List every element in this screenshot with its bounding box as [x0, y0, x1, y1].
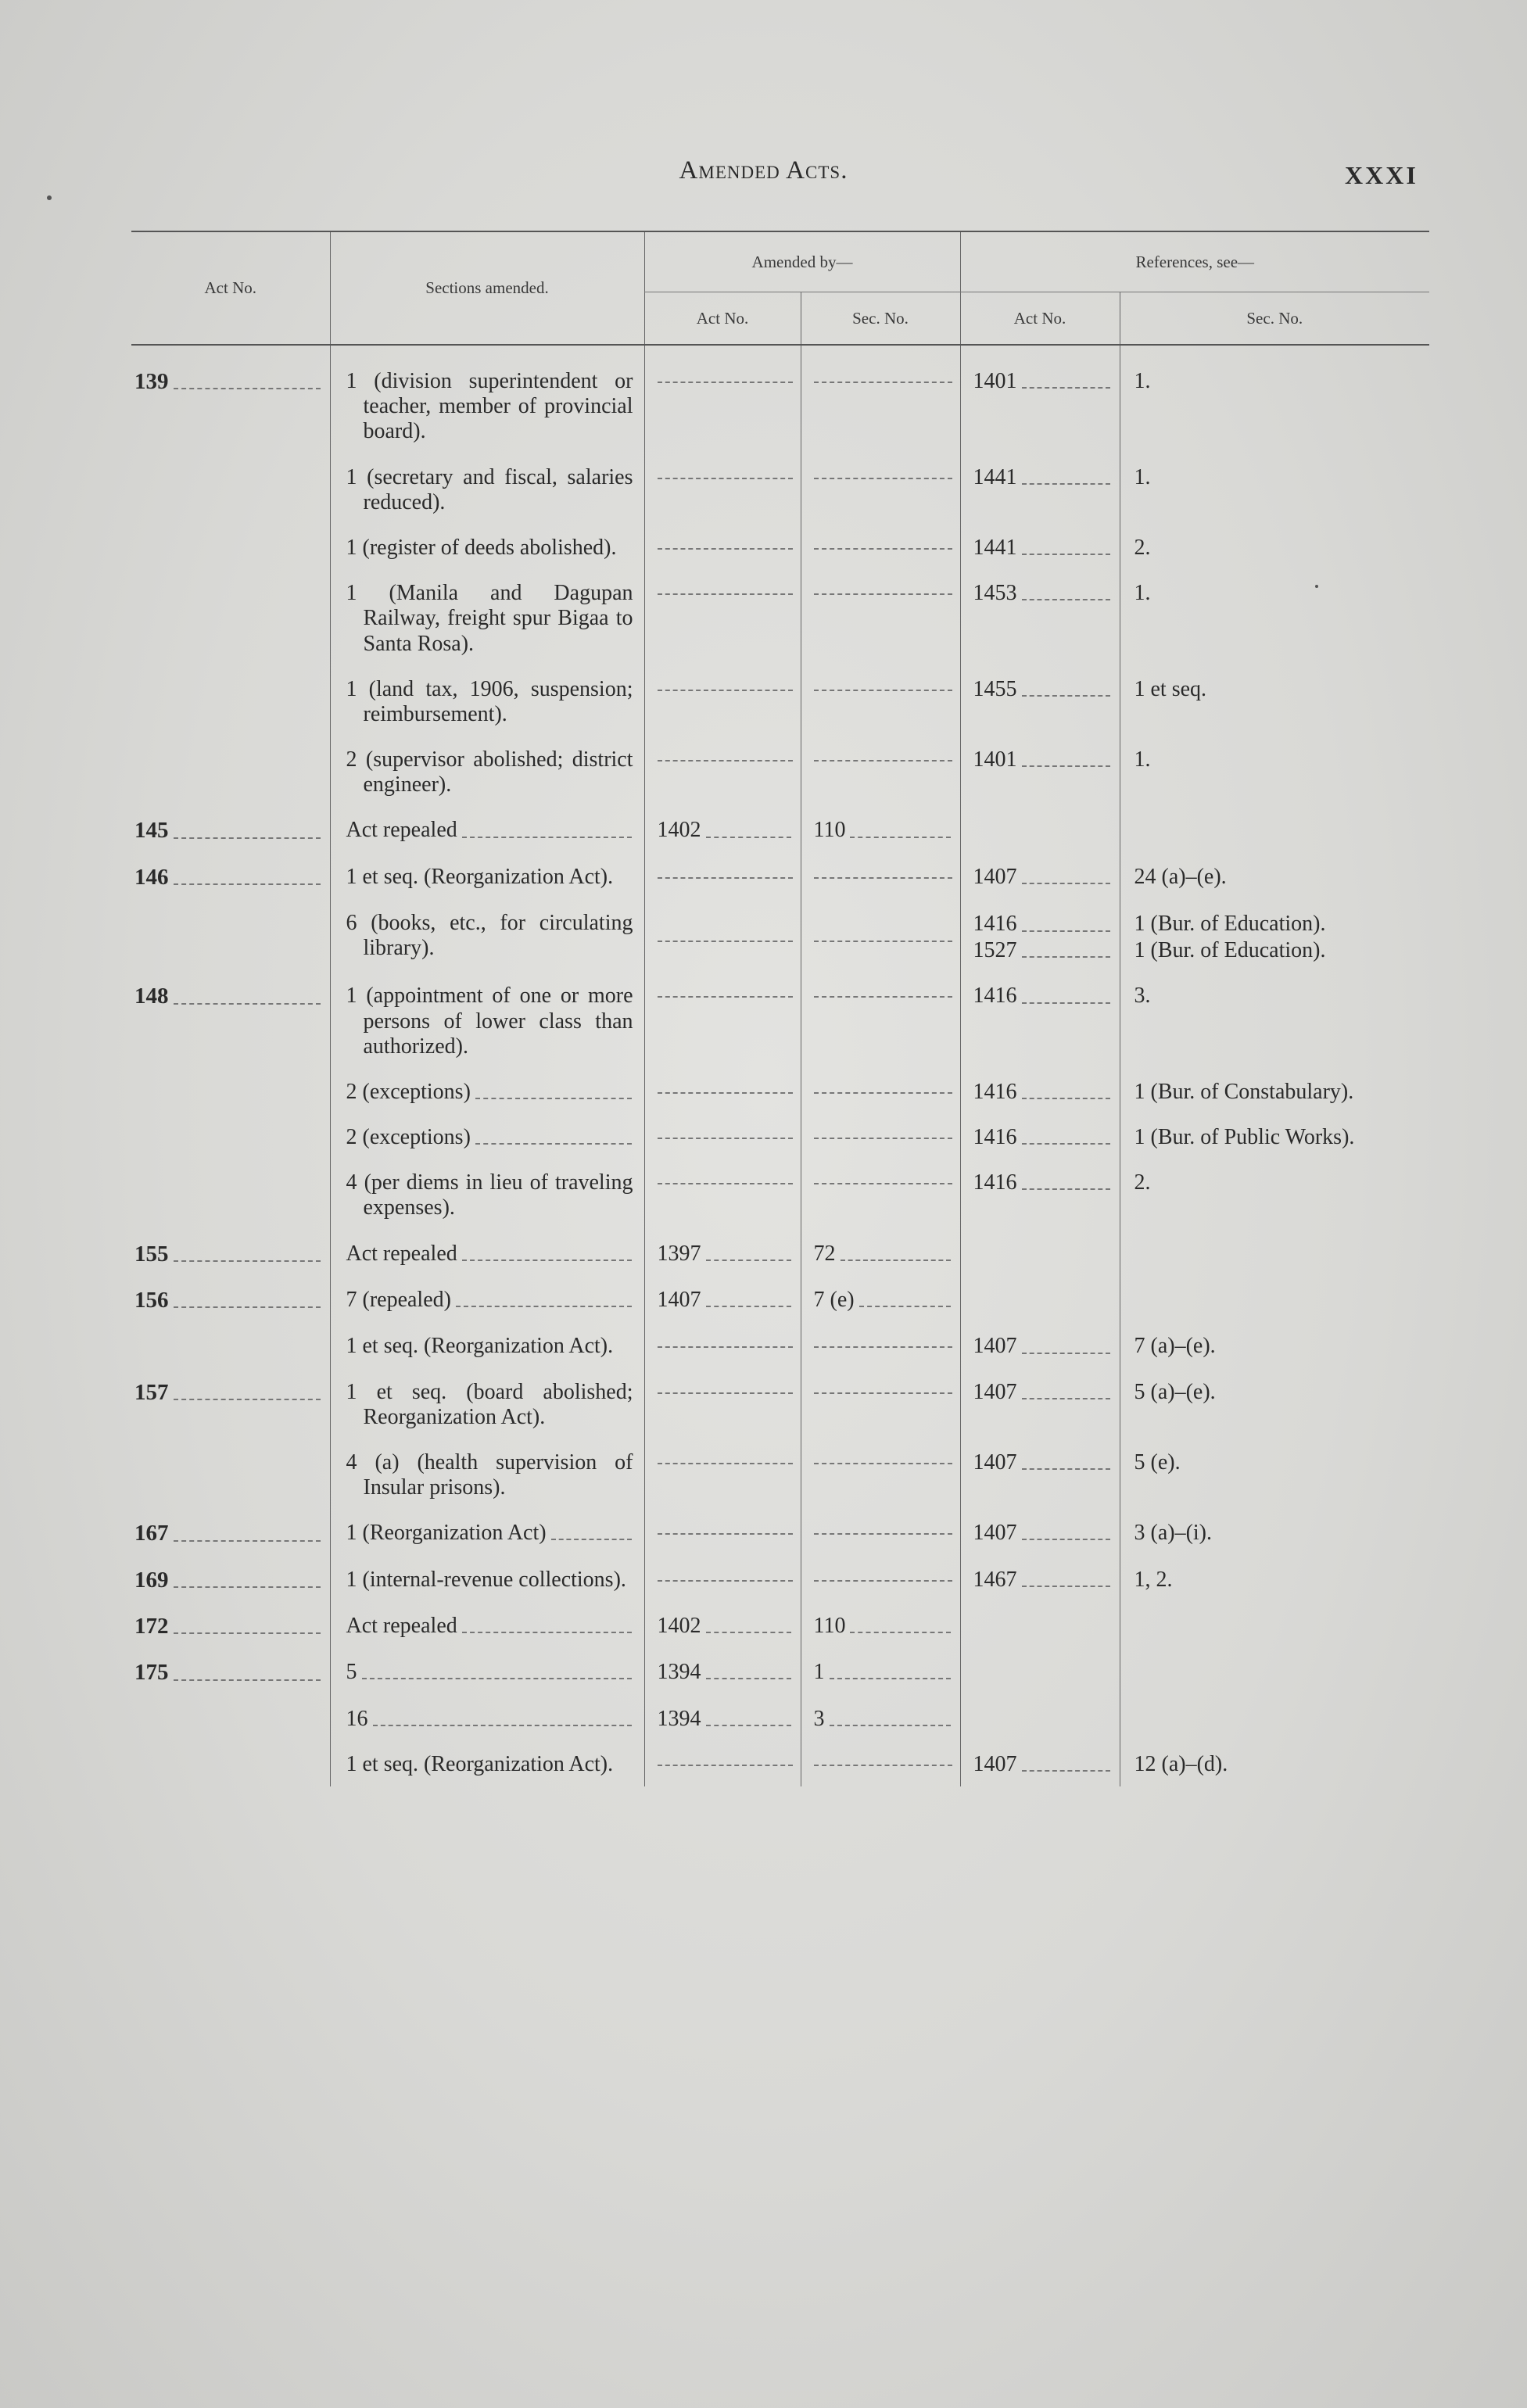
section-description: 1 (Manila and Dagupan Railway, freight spur Bigaa to Santa Rosa). — [346, 581, 633, 656]
reference-act-number: 1401 — [973, 747, 1017, 772]
reference-act-number: 1407 — [973, 1751, 1017, 1776]
reference-section: 1. — [1134, 369, 1151, 393]
reference-section: 5 (a)–(e). — [1134, 1379, 1216, 1404]
header-references: References, see— — [960, 231, 1429, 292]
table-row — [131, 345, 1429, 454]
reference-section: 1 et seq. — [1134, 676, 1207, 701]
amending-act-number: 1402 — [657, 1613, 701, 1638]
act-number: 175 — [134, 1660, 169, 1686]
reference-act-number: 1407 — [973, 1379, 1017, 1404]
reference-section: 1, 2. — [1134, 1567, 1173, 1592]
reference-act-number: 1453 — [973, 581, 1017, 606]
page-number: XXXI — [1345, 161, 1418, 189]
reference-section: 3. — [1134, 984, 1151, 1009]
reference-section: 1. — [1134, 581, 1151, 606]
header-act-no: Act No. — [131, 231, 330, 345]
section-description: 1 et seq. (Reorganization Act). — [346, 864, 614, 889]
reference-act-number: 1416 — [973, 912, 1017, 937]
act-number: 146 — [134, 864, 169, 890]
section-description: 2 (exceptions) — [346, 1079, 471, 1104]
header-sections-amended: Sections amended. — [330, 231, 644, 345]
reference-section: 1. — [1134, 464, 1151, 489]
reference-act-number: 1416 — [973, 984, 1017, 1009]
reference-act-number: 1407 — [973, 1449, 1017, 1475]
reference-section: 1. — [1134, 747, 1151, 772]
section-description: 5 — [346, 1660, 357, 1685]
table-row — [131, 1323, 1429, 1368]
table-row — [131, 1114, 1429, 1159]
reference-act-number: 1467 — [973, 1567, 1017, 1592]
reference-section: 3 (a)–(i). — [1134, 1521, 1213, 1546]
print-speck — [47, 195, 52, 200]
section-description: 1 et seq. (Reorganization Act). — [346, 1751, 614, 1776]
table-row — [131, 454, 1429, 525]
section-description: 1 (register of deeds abolished). — [346, 535, 617, 560]
act-number: 157 — [134, 1379, 169, 1405]
reference-act-number: 1407 — [973, 864, 1017, 889]
act-number: 155 — [134, 1241, 169, 1267]
reference-act-number: 1527 — [973, 937, 1017, 962]
section-description: 1 (appointment of one or more persons of lower class than authorized). — [346, 984, 633, 1059]
table-row — [131, 854, 1429, 900]
amending-section-number: 7 (e) — [813, 1287, 855, 1312]
reference-section: 5 (e). — [1134, 1449, 1181, 1475]
section-description: 1 (land tax, 1906, suspension; reimbursement). — [346, 676, 633, 726]
section-description: 6 (books, etc., for circulating library). — [346, 911, 633, 961]
amending-section-number: 3 — [813, 1706, 825, 1731]
reference-section: 24 (a)–(e). — [1134, 864, 1227, 889]
section-description: 2 (supervisor abolished; district engineer). — [346, 747, 633, 797]
amending-act-number: 1394 — [657, 1660, 701, 1685]
table-row — [131, 1696, 1429, 1741]
table-row — [131, 570, 1429, 666]
act-number: 169 — [134, 1567, 169, 1593]
section-description: Act repealed — [346, 818, 457, 843]
act-number: 139 — [134, 369, 169, 394]
section-description: 1 (Reorganization Act) — [346, 1521, 547, 1546]
act-number: 148 — [134, 984, 169, 1009]
table-row — [131, 1510, 1429, 1556]
section-description: 16 — [346, 1706, 368, 1731]
table-row — [131, 1369, 1429, 1439]
table-row — [131, 1603, 1429, 1649]
amending-section-number: 110 — [813, 818, 846, 843]
header-amended-sec-no: Sec. No. — [801, 292, 960, 346]
act-number: 172 — [134, 1613, 169, 1639]
amending-act-number: 1407 — [657, 1287, 701, 1312]
table-row — [131, 1741, 1429, 1786]
reference-section: 12 (a)–(d). — [1134, 1751, 1228, 1776]
amended-acts-table — [131, 231, 1429, 1786]
section-description: Act repealed — [346, 1241, 457, 1266]
table-row — [131, 973, 1429, 1069]
table-row — [131, 1439, 1429, 1510]
reference-act-number: 1455 — [973, 676, 1017, 701]
table-row — [131, 1277, 1429, 1323]
table-row — [131, 1557, 1429, 1603]
amending-act-number: 1394 — [657, 1706, 701, 1731]
running-head: Amended Acts. — [679, 156, 848, 185]
amending-section-number: 72 — [813, 1241, 836, 1266]
reference-act-number: 1401 — [973, 369, 1017, 393]
amending-act-number: 1402 — [657, 818, 701, 843]
section-description: 7 (repealed) — [346, 1287, 451, 1312]
amending-section-number: 1 — [813, 1660, 825, 1685]
table-row — [131, 1231, 1429, 1277]
reference-section: 1 (Bur. of Constabulary). — [1134, 1079, 1354, 1104]
header-amended-act-no: Act No. — [644, 292, 801, 346]
act-number: 156 — [134, 1287, 169, 1313]
table-row — [131, 666, 1429, 736]
table-row — [131, 736, 1429, 807]
section-description: 1 (internal-revenue collections). — [346, 1567, 626, 1592]
reference-act-number: 1416 — [973, 1125, 1017, 1150]
section-description: Act repealed — [346, 1613, 457, 1638]
reference-act-number: 1407 — [973, 1334, 1017, 1359]
section-description: 1 et seq. (board abolished; Reorganization Act). — [346, 1379, 633, 1429]
section-description: 1 (division superintendent or teacher, member of provincial board). — [346, 369, 633, 444]
table-row — [131, 525, 1429, 570]
reference-section: 1 (Bur. of Public Works). — [1134, 1125, 1355, 1150]
amending-act-number: 1397 — [657, 1241, 701, 1266]
header-amended-by: Amended by— — [644, 231, 960, 292]
section-description: 1 (secretary and fiscal, salaries reduced). — [346, 464, 633, 514]
table-row — [131, 900, 1429, 973]
reference-section: 2. — [1134, 535, 1151, 560]
reference-act-number: 1441 — [973, 535, 1017, 560]
reference-act-number: 1407 — [973, 1521, 1017, 1546]
reference-section: 1 (Bur. of Education). — [1134, 937, 1326, 962]
act-number: 145 — [134, 818, 169, 844]
reference-act-number: 1416 — [973, 1079, 1017, 1104]
reference-act-number: 1441 — [973, 464, 1017, 489]
reference-act-number: 1416 — [973, 1170, 1017, 1195]
section-description: 4 (per diems in lieu of traveling expenses). — [346, 1170, 633, 1220]
table-row — [131, 1159, 1429, 1230]
reference-section: 2. — [1134, 1170, 1151, 1195]
section-description: 2 (exceptions) — [346, 1125, 471, 1150]
header-ref-act-no: Act No. — [960, 292, 1120, 346]
reference-section: 7 (a)–(e). — [1134, 1334, 1216, 1359]
act-number: 167 — [134, 1521, 169, 1546]
table-row — [131, 1649, 1429, 1695]
header-ref-sec-no: Sec. No. — [1120, 292, 1429, 346]
table-row — [131, 1069, 1429, 1114]
reference-section: 1 (Bur. of Education). — [1134, 912, 1326, 937]
table-row — [131, 807, 1429, 853]
amending-section-number: 110 — [813, 1613, 846, 1638]
section-description: 1 et seq. (Reorganization Act). — [346, 1334, 614, 1359]
section-description: 4 (a) (health supervision of Insular prisons). — [346, 1449, 633, 1500]
